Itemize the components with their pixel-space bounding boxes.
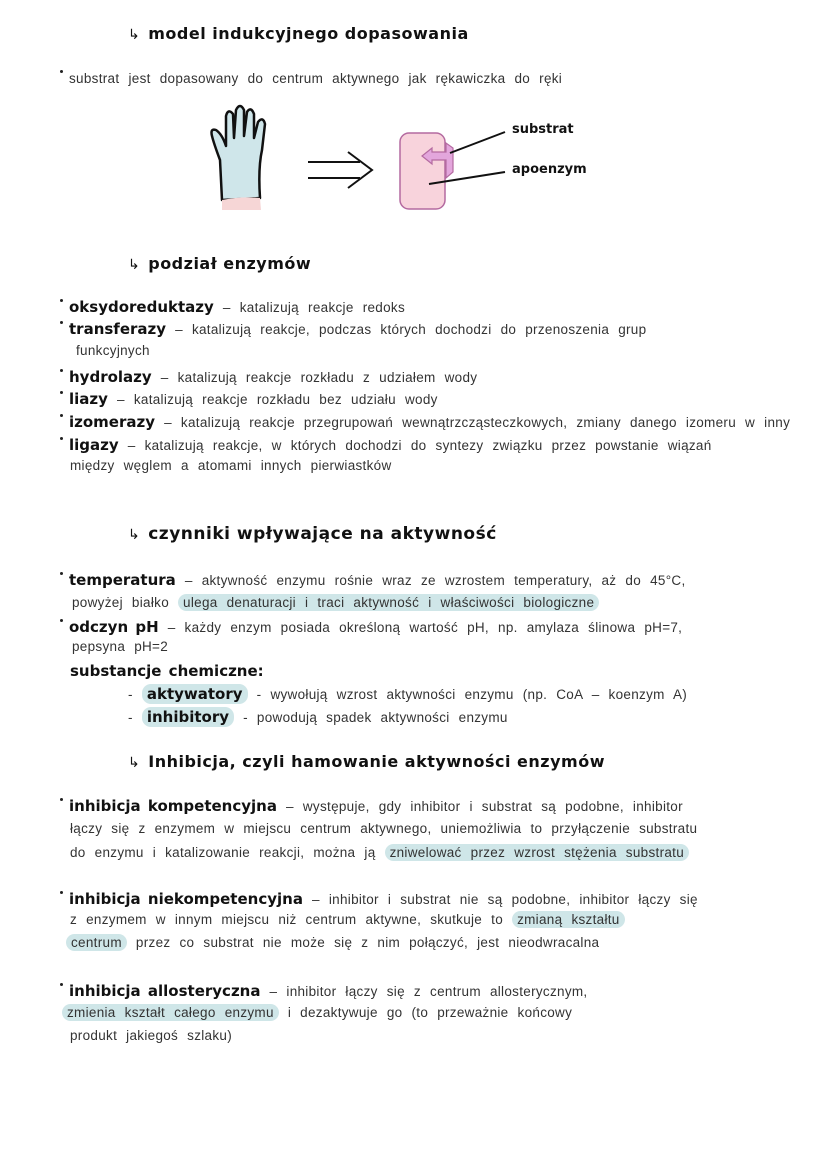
term-label: inhibicja niekompetencyjna [69,890,303,908]
body-text: między węglem a atomami innych pierwiastków [70,458,392,473]
term-label: aktywatory [142,684,248,704]
term-label: inhibitory [142,707,234,727]
note-line [60,70,562,86]
heading-text: model indukcyjnego dopasowania [148,24,469,43]
note-line [60,298,405,316]
note-line [70,662,264,680]
body-text: produkt jakiegoś szlaku) [70,1028,233,1043]
note-line [70,1028,232,1043]
body-text: - wywołują wzrost aktywności enzymu (np. CoA – koenzym A) [247,687,688,702]
note-line [60,368,477,386]
body-text: - [128,710,142,725]
term-label: hydrolazy [69,368,152,386]
note-line [128,708,508,726]
glove-cuff [222,197,261,210]
note-line [60,618,682,636]
body-text: funkcyjnych [76,343,150,358]
body-text: i dezaktywuje go (to przeważnie końcowy [278,1005,573,1020]
body-text: powyżej białko [72,595,179,610]
bullet-icon [60,299,63,302]
bullet-icon [60,891,63,894]
highlighted-text: centrum [66,934,127,951]
body-text: – katalizują reakcje, podczas których dochodzi do przenoszenia grup [166,322,647,337]
body-text: z enzymem w innym miejscu niż centrum aktywne, skutkuje to [70,912,513,927]
note-line [72,595,599,610]
heading-induced-fit [128,24,469,43]
highlighted-text: zniwelować przez wzrost stężenia substratu [385,844,689,861]
highlighted-text: zmienia kształt całego enzymu [62,1004,279,1021]
bullet-icon [60,70,63,73]
bullet-icon [60,983,63,986]
term-label: oksydoreduktazy [69,298,214,316]
heading-text: Inhibicja, czyli hamowanie aktywności enzymów [148,752,605,771]
arrow-icon: ↳ [128,755,141,771]
body-text: pepsyna pH=2 [72,639,169,654]
note-line [60,571,686,589]
note-line [70,912,625,927]
note-line [60,890,698,908]
body-text: do enzymu i katalizowanie reakcji, można ją [70,845,385,860]
note-line [60,320,646,338]
note-line [72,639,168,654]
heading-enzyme-classes [128,254,311,273]
bullet-icon [60,369,63,372]
label-substrat: substrat [512,122,574,137]
note-line [70,845,689,860]
body-text: – katalizują reakcje redoks [213,300,406,315]
bullet-icon [60,391,63,394]
body-text: – inhibitor i substrat nie są podobne, inhibitor łączy się [302,892,698,907]
highlighted-text: zmianą kształtu [512,911,625,928]
body-text: substrat jest dopasowany do centrum aktywnego jak rękawiczka do ręki [69,71,563,86]
term-label: temperatura [69,571,176,589]
body-text: łączy się z enzymem w miejscu centrum aktywnego, uniemożliwia to przyłączenie substratu [70,821,698,836]
note-line [70,821,697,836]
note-line [128,685,687,703]
term-label: ligazy [69,436,119,454]
body-text: – aktywność enzymu rośnie wraz ze wzrostem temperatury, aż do 45°C, [175,573,686,588]
apoenzyme-shape [400,133,445,209]
bullet-icon [60,798,63,801]
double-arrow-icon [308,152,372,188]
arrow-icon: ↳ [128,257,141,273]
body-text: - [128,687,142,702]
body-text: – katalizują reakcje, w których dochodzi do syntezy związku przez powstanie wiązań [118,438,712,453]
bullet-icon [60,572,63,575]
arrow-icon: ↳ [128,527,141,543]
bullet-icon [60,321,63,324]
bullet-icon [60,619,63,622]
term-label: odczyn pH [69,618,159,636]
arrow-icon: ↳ [128,27,141,43]
note-line [60,436,712,454]
note-line [70,458,392,473]
label-apoenzym: apoenzym [512,162,587,177]
body-text: – katalizują reakcje przegrupowań wewnątrzcząsteczkowych, zmiany danego izomeru w inny [155,415,791,430]
term-label: inhibicja allosteryczna [69,982,261,1000]
note-line [60,797,683,815]
glove-icon [212,106,266,200]
body-text: – katalizują reakcje rozkładu bez udziału wody [107,392,438,407]
induced-fit-diagram [200,100,620,225]
heading-inhibition [128,752,605,771]
heading-text: czynniki wpływające na aktywność [148,524,497,544]
note-line [60,390,438,408]
bullet-icon [60,414,63,417]
term-label: liazy [69,390,108,408]
body-text: - powodują spadek aktywności enzymu [234,710,508,725]
highlighted-text: ulega denaturacji i traci aktywność i właściwości biologiczne [178,594,599,611]
bullet-icon [60,437,63,440]
note-line [66,935,599,950]
body-text: – katalizują reakcje rozkładu z udziałem wody [151,370,478,385]
note-line [60,413,790,431]
note-line [60,982,587,1000]
note-line [76,343,150,358]
body-text: – występuje, gdy inhibitor i substrat są podobne, inhibitor [276,799,683,814]
heading-text: podział enzymów [148,254,312,273]
body-text: – inhibitor łączy się z centrum allosterycznym, [260,984,588,999]
term-label: substancje chemiczne: [70,662,264,680]
term-label: izomerazy [69,413,156,431]
diagram-svg [200,100,620,220]
body-text: przez co substrat nie może się z nim połączyć, jest nieodwracalna [126,935,600,950]
heading-activity-factors [128,524,497,544]
term-label: inhibicja kompetencyjna [69,797,277,815]
note-line [62,1005,572,1020]
body-text: – każdy enzym posiada określoną wartość pH, np. amylaza ślinowa pH=7, [158,620,683,635]
term-label: transferazy [69,320,167,338]
